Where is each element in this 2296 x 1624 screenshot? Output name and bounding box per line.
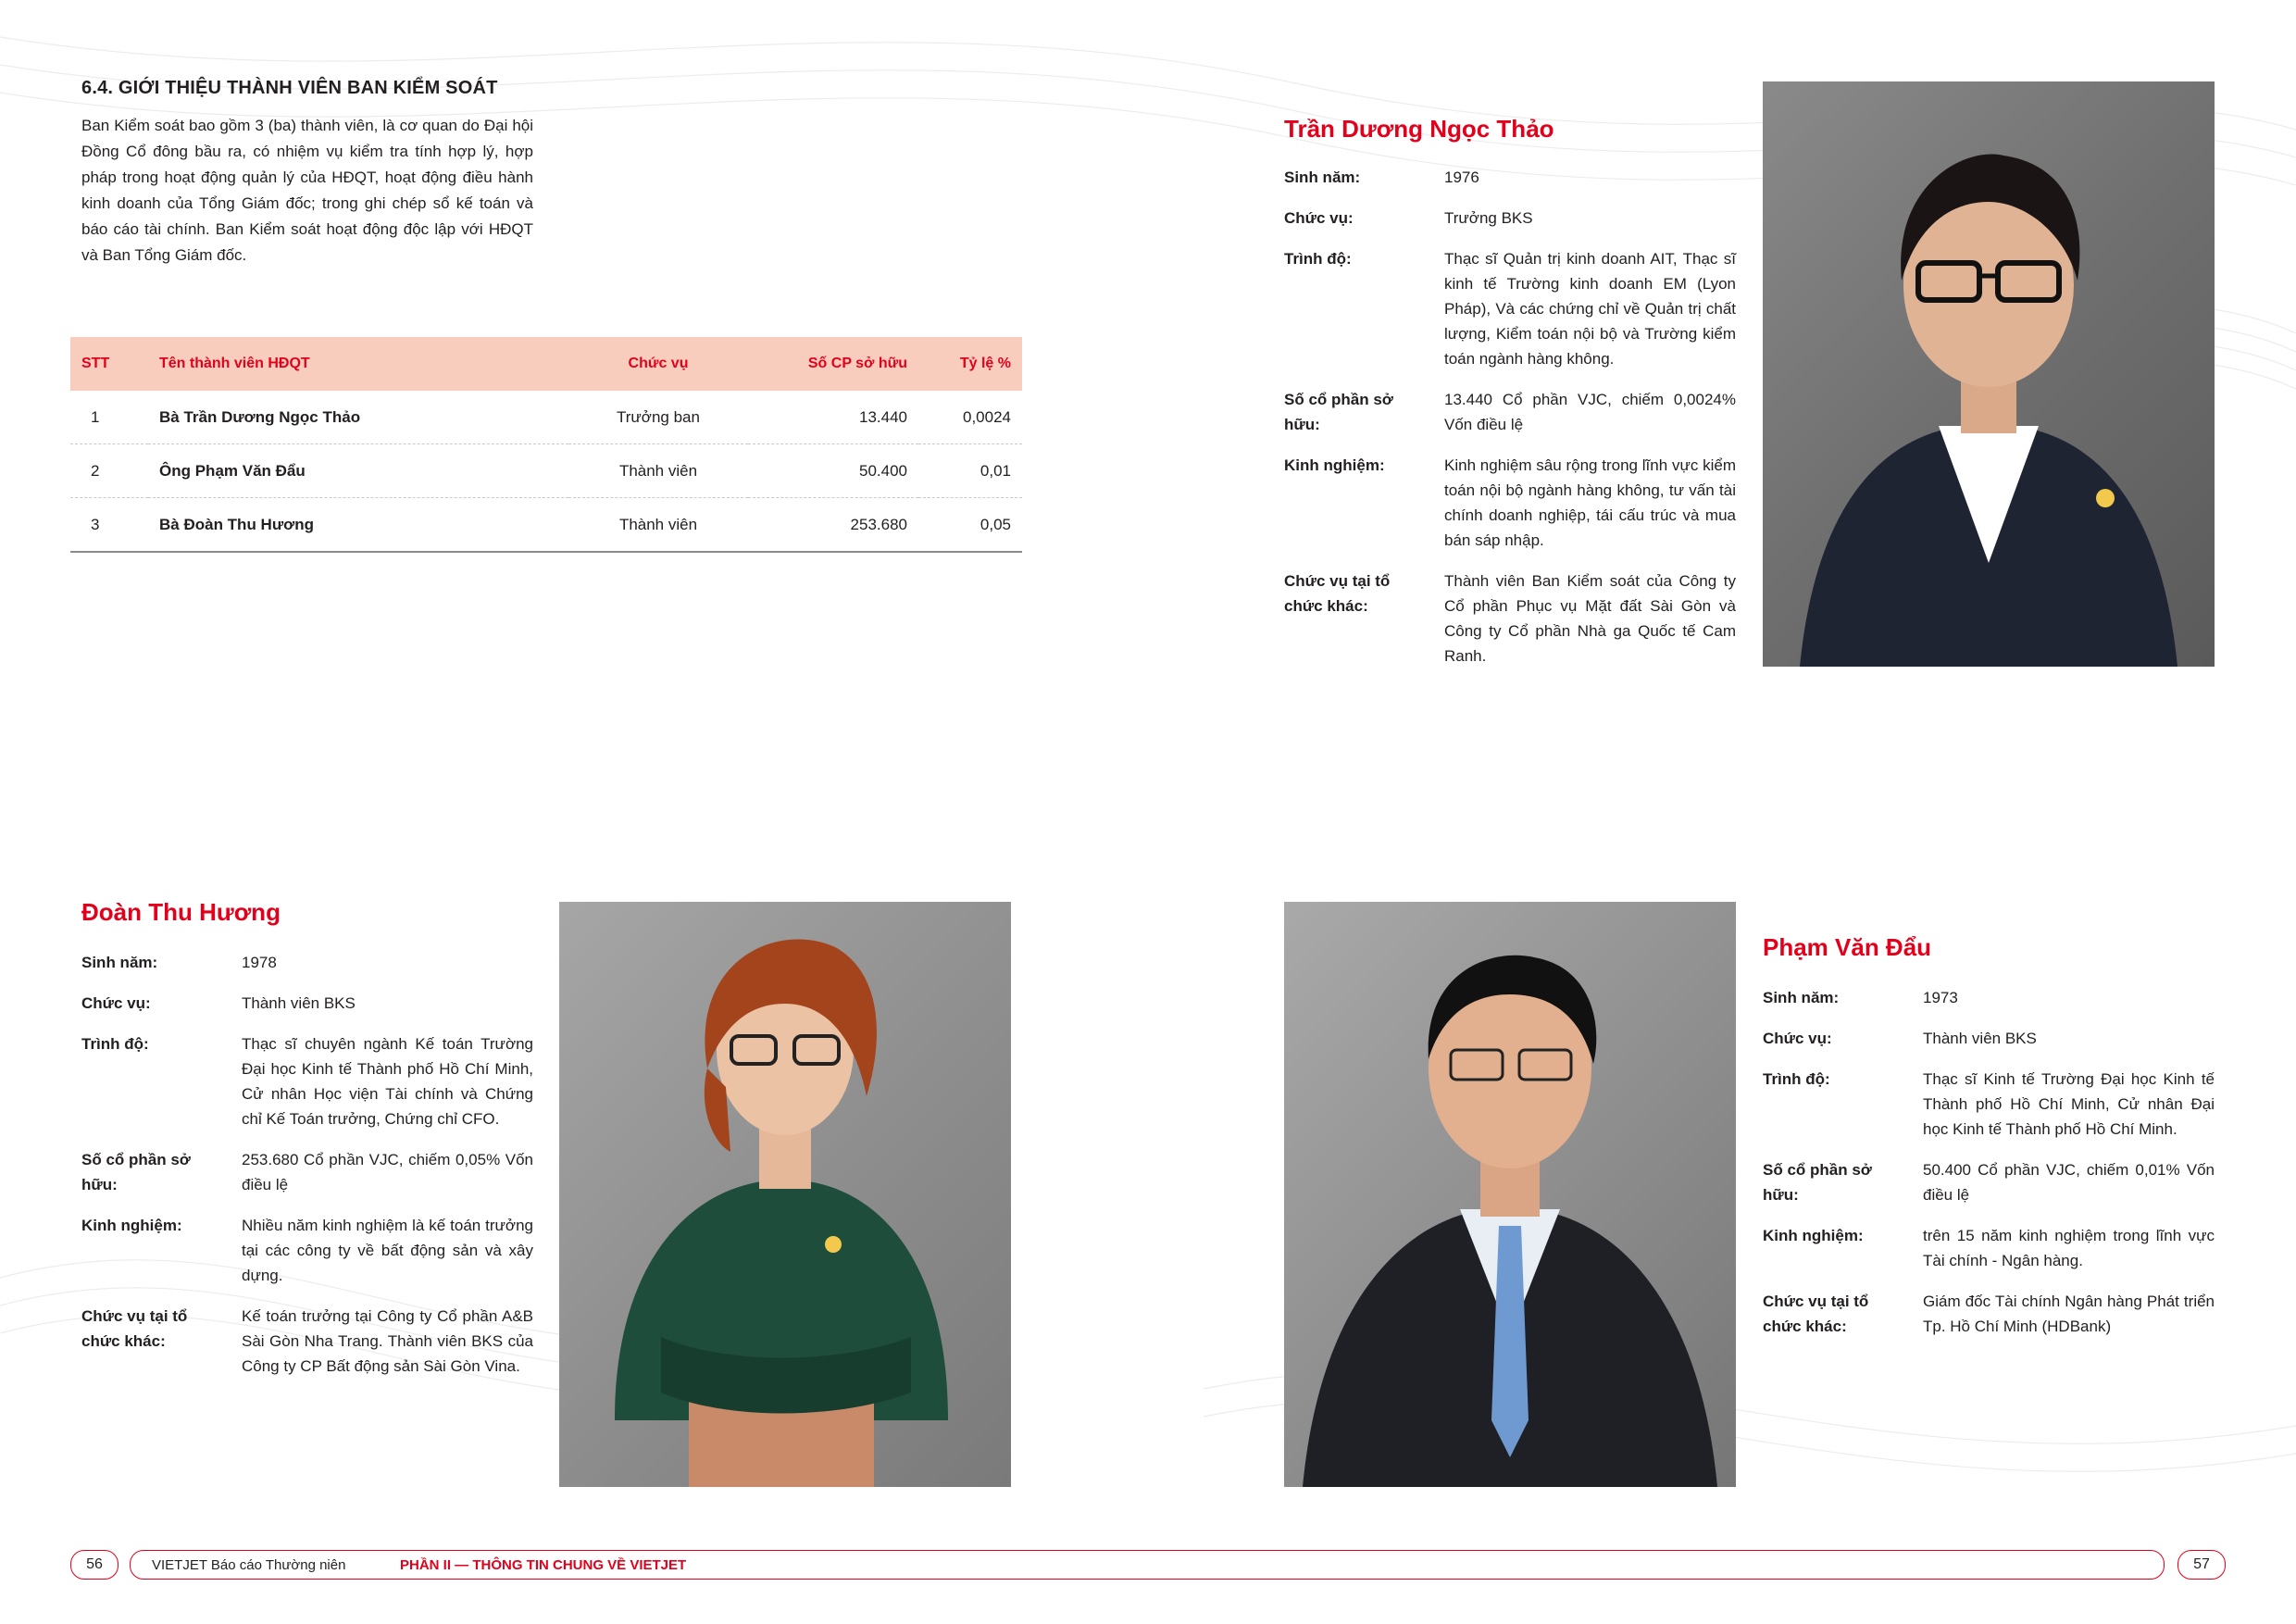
profile-label: Kinh nghiệm: xyxy=(81,1217,182,1234)
profile-label: Trình độ: xyxy=(1763,1070,1830,1088)
profile-row xyxy=(1763,1157,2215,1207)
cell-ratio: 0,05 xyxy=(918,498,1022,553)
profile-label: Chức vụ tại tổ chức khác: xyxy=(81,1307,188,1350)
cell-name: Bà Trần Dương Ngọc Thảo xyxy=(148,391,568,444)
profile-row xyxy=(81,950,533,975)
column-header-position: Chức vụ xyxy=(568,337,748,391)
portrait-photo-dau xyxy=(1284,902,1736,1487)
profile-row xyxy=(1763,1067,2215,1142)
intro-paragraph: Ban Kiểm soát bao gồm 3 (ba) thành viên, là cơ quan do Đại hội Đồng Cổ đông bầu ra, có nhiệm vụ kiểm tra tính hợp lý, hợp pháp trong hoạt động quản lý của HĐQT, hoạt động điều hành kinh doanh của Tổng Giám đốc; trong ghi chép sổ kế toán và báo cáo tài chính. Ban Kiểm soát hoạt động độc lập với HĐQT và Ban Tổng Giám đốc. xyxy=(81,117,533,264)
profile-details-thao xyxy=(1284,165,1736,684)
profile-row xyxy=(1763,1289,2215,1339)
footer-part-title: PHẦN II — THÔNG TIN CHUNG VỀ VIETJET xyxy=(400,1557,687,1573)
profile-value: trên 15 năm kinh nghiệm trong lĩnh vực Tài chính - Ngân hàng. xyxy=(1923,1227,2215,1269)
profile-value: Trưởng BKS xyxy=(1444,209,1533,227)
cell-position: Thành viên xyxy=(568,498,748,553)
profile-name-huong: Đoàn Thu Hương xyxy=(81,898,281,926)
profile-row xyxy=(1284,165,1736,190)
column-header-ratio: Tỷ lệ % xyxy=(918,337,1022,391)
profile-value: Kế toán trưởng tại Công ty Cổ phần A&B Sài Gòn Nha Trang. Thành viên BKS của Công ty CP Bất động sản Sài Gòn Vina. xyxy=(242,1307,533,1375)
profile-row xyxy=(1763,1026,2215,1051)
footer-brand: VIETJET Báo cáo Thường niên xyxy=(152,1557,346,1573)
page-number-right: 57 xyxy=(2177,1550,2226,1580)
profile-label: Kinh nghiệm: xyxy=(1763,1227,1864,1244)
profile-row xyxy=(81,1147,533,1197)
profile-label: Sinh năm: xyxy=(1284,169,1361,186)
portrait-photo-thao xyxy=(1763,81,2215,667)
profile-details-dau xyxy=(1763,985,2215,1355)
control-board-table xyxy=(70,337,1022,553)
profile-row xyxy=(81,1304,533,1379)
cell-name: Ông Phạm Văn Đẩu xyxy=(148,444,568,498)
cell-position: Thành viên xyxy=(568,444,748,498)
profile-label: Trình độ: xyxy=(1284,250,1352,268)
profile-value: 253.680 Cổ phần VJC, chiếm 0,05% Vốn điều lệ xyxy=(242,1151,533,1193)
portrait-illustration xyxy=(559,902,1011,1487)
profile-label: Số cổ phần sở hữu: xyxy=(81,1151,191,1193)
portrait-illustration xyxy=(1763,81,2215,667)
cell-stt: 1 xyxy=(70,391,148,444)
profile-value: Kinh nghiệm sâu rộng trong lĩnh vực kiểm toán nội bộ ngành hàng không, tư vấn tài chính doanh nghiệp, tái cấu trúc và mua bán sáp nhập. xyxy=(1444,456,1736,549)
profile-label: Chức vụ: xyxy=(1284,209,1354,227)
profile-value: Giám đốc Tài chính Ngân hàng Phát triển Tp. Hồ Chí Minh (HDBank) xyxy=(1923,1293,2215,1335)
profile-row xyxy=(1284,387,1736,437)
profile-row xyxy=(1284,453,1736,553)
profile-label: Chức vụ: xyxy=(1763,1030,1832,1047)
cell-shares: 253.680 xyxy=(748,498,918,553)
column-header-name: Tên thành viên HĐQT xyxy=(148,337,568,391)
profile-row xyxy=(1284,568,1736,668)
profile-value: Thạc sĩ chuyên ngành Kế toán Trường Đại học Kinh tế Thành phố Hồ Chí Minh, Cử nhân Học viện Tài chính và Chứng chỉ Kế Toán trưởng, Chứng chỉ CFO. xyxy=(242,1035,533,1128)
cell-ratio: 0,01 xyxy=(918,444,1022,498)
profile-row xyxy=(1763,1223,2215,1273)
cell-ratio: 0,0024 xyxy=(918,391,1022,444)
portrait-illustration xyxy=(1284,902,1736,1487)
profile-value: 50.400 Cổ phần VJC, chiếm 0,01% Vốn điều lệ xyxy=(1923,1161,2215,1204)
cell-stt: 2 xyxy=(70,444,148,498)
profile-label: Kinh nghiệm: xyxy=(1284,456,1385,474)
profile-value: Thạc sĩ Quản trị kinh doanh AIT, Thạc sĩ kinh tế Trường kinh doanh EM (Lyon Pháp), Và các chứng chỉ về Quản trị chất lượng, Kiểm toán nội bộ và Trường kiểm toán ngành hàng không. xyxy=(1444,250,1736,368)
section-title: 6.4. GIỚI THIỆU THÀNH VIÊN BAN KIỂM SOÁT xyxy=(81,78,498,98)
profile-value: 1973 xyxy=(1923,989,1958,1006)
table-header-row xyxy=(70,337,1022,391)
profile-row xyxy=(81,991,533,1016)
table-row xyxy=(70,444,1022,498)
profile-row xyxy=(81,1213,533,1288)
profile-details-huong xyxy=(81,950,533,1394)
profile-name-thao: Trần Dương Ngọc Thảo xyxy=(1284,115,1554,143)
profile-value: Nhiều năm kinh nghiệm là kế toán trưởng tại các công ty về bất động sản và xây dựng. xyxy=(242,1217,533,1284)
profile-row xyxy=(81,1031,533,1131)
column-header-shares: Số CP sở hữu xyxy=(748,337,918,391)
profile-name-dau: Phạm Văn Đẩu xyxy=(1763,933,1932,961)
profile-value: 1976 xyxy=(1444,169,1479,186)
cell-position: Trưởng ban xyxy=(568,391,748,444)
profile-row xyxy=(1284,246,1736,371)
profile-value: Thành viên BKS xyxy=(242,994,356,1012)
profile-label: Chức vụ tại tổ chức khác: xyxy=(1763,1293,1869,1335)
table-row xyxy=(70,498,1022,553)
profile-label: Sinh năm: xyxy=(81,954,158,971)
profile-label: Trình độ: xyxy=(81,1035,149,1053)
portrait-photo-huong xyxy=(559,902,1011,1487)
profile-value: Thạc sĩ Kinh tế Trường Đại học Kinh tế Thành phố Hồ Chí Minh, Cử nhân Đại học Kinh tế Thành phố Hồ Chí Minh. xyxy=(1923,1070,2215,1138)
cell-name: Bà Đoàn Thu Hương xyxy=(148,498,568,553)
profile-label: Số cổ phần sở hữu: xyxy=(1763,1161,1872,1204)
profile-label: Chức vụ: xyxy=(81,994,151,1012)
table-row xyxy=(70,391,1022,444)
cell-stt: 3 xyxy=(70,498,148,553)
profile-value: 13.440 Cổ phần VJC, chiếm 0,0024% Vốn điều lệ xyxy=(1444,391,1736,433)
profile-value: 1978 xyxy=(242,954,277,971)
profile-label: Sinh năm: xyxy=(1763,989,1840,1006)
cell-shares: 13.440 xyxy=(748,391,918,444)
cell-shares: 50.400 xyxy=(748,444,918,498)
profile-value: Thành viên Ban Kiểm soát của Công ty Cổ phần Phục vụ Mặt đất Sài Gòn và Công ty Cổ phần Nhà ga Quốc tế Cam Ranh. xyxy=(1444,572,1736,665)
column-header-stt: STT xyxy=(70,337,148,391)
profile-label: Chức vụ tại tổ chức khác: xyxy=(1284,572,1391,615)
page-number-left: 56 xyxy=(70,1550,119,1580)
profile-row xyxy=(1284,206,1736,231)
profile-label: Số cổ phần sở hữu: xyxy=(1284,391,1393,433)
profile-row xyxy=(1763,985,2215,1010)
profile-value: Thành viên BKS xyxy=(1923,1030,2037,1047)
